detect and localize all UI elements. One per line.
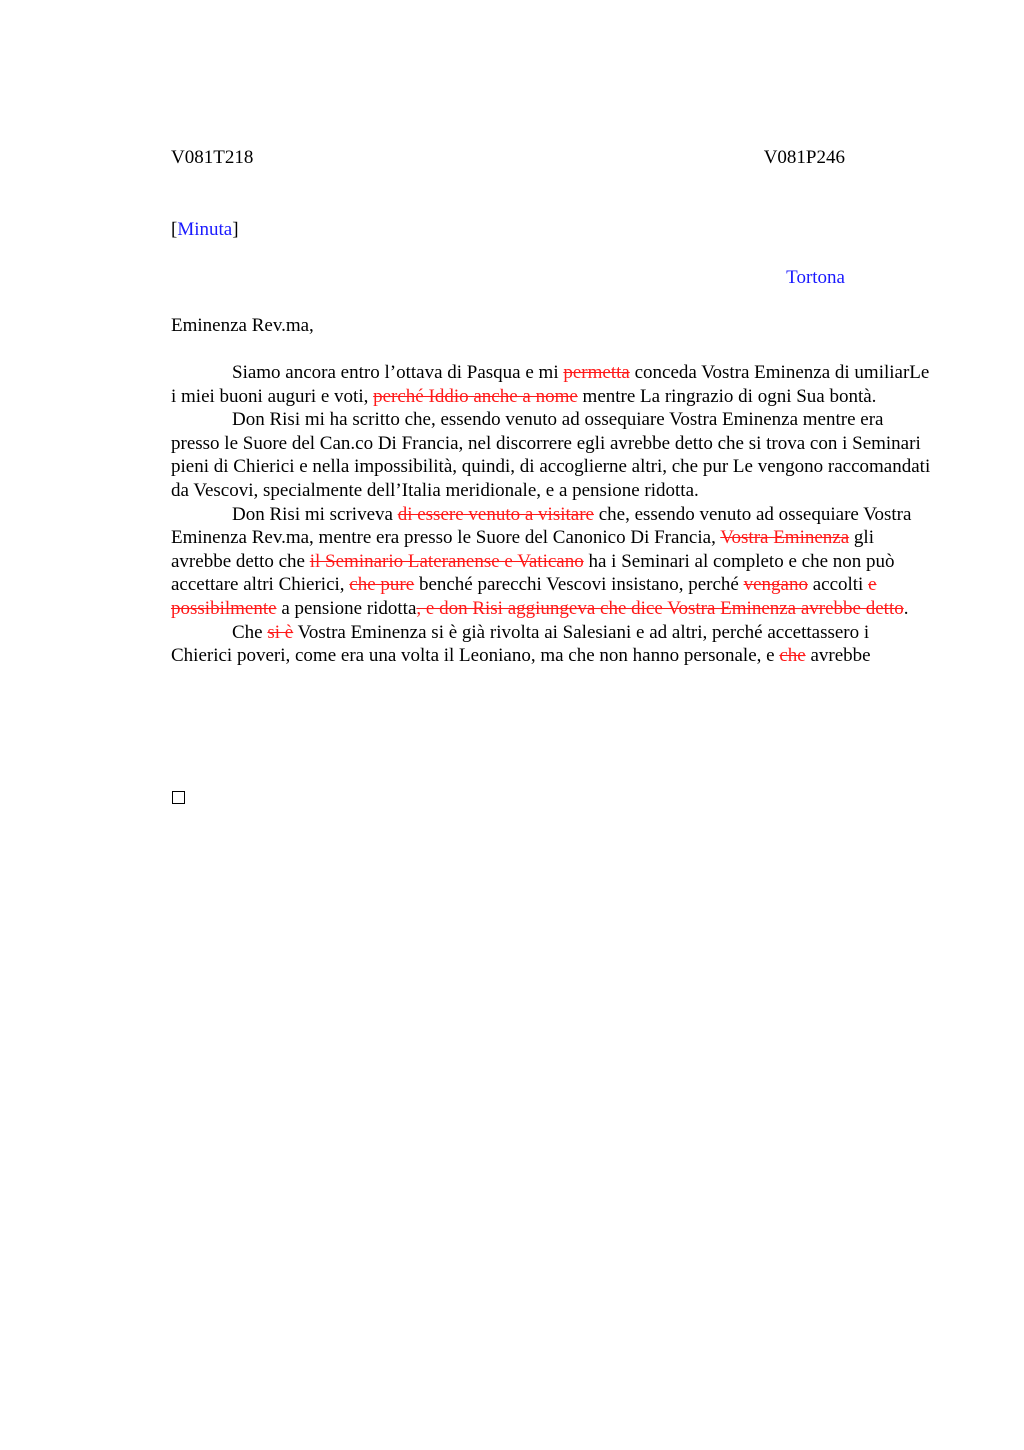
document-header (171, 146, 845, 170)
draft-note-open-bracket: [ (171, 219, 178, 240)
draft-note-label: Minuta (177, 219, 233, 240)
checkbox-icon (172, 791, 185, 804)
paragraph-text: Siamo ancora entro l’ottava di Pasqua e mi (232, 362, 564, 383)
deleted-text: , e don Risi aggiungeva che dice Vostra Eminenza avrebbe detto (416, 597, 904, 619)
paragraph-text: che, essendo venuto ad ossequiare Vostra Eminenza Rev.ma, mentre era presso le Suore del Canonico Di Francia, (171, 503, 912, 549)
deleted-text: permetta (563, 362, 630, 383)
deleted-text: che (779, 645, 806, 667)
letter-paragraph (171, 361, 931, 408)
paragraph-text: conceda Vostra Eminenza di umiliarLe i miei buoni auguri e voti, (171, 362, 930, 407)
paragraph-text: Vostra Eminenza si è già rivolta ai Salesiani e ad altri, perché accettassero i Chierici poveri, come era una volta il Leoniano, ma che non hanno personale, e (171, 621, 870, 667)
deleted-text: e possibilmente (171, 574, 877, 619)
letter-salutation: Eminenza Rev.ma, (171, 315, 314, 336)
paragraph-text: Don Risi mi ha scritto che, essendo venuto ad ossequiare Vostra Eminenza mentre era presso le Suore del Can.co Di Francia, nel discorrere egli avrebbe detto che si trova con i Seminari pieni di Chierici e nella impossibilità, quindi, di accoglierne altri, che pur Le vengono raccomandati da Vescovi, specialmente dell’Italia meridionale, e a pensione ridotta. (171, 409, 931, 501)
letter-paragraph (171, 503, 931, 621)
letter-body (171, 361, 931, 668)
paragraph-text: ha i Seminari al completo e che non può accettare altri Chierici, (171, 550, 895, 596)
paragraph-text: . (903, 597, 909, 619)
deleted-text: il Seminario Lateranense e Vaticano (309, 550, 584, 572)
paragraph-text: benché parecchi Vescovi insistano, perché (414, 574, 744, 596)
paragraph-text: Don Risi mi scriveva (232, 503, 398, 525)
letter-paragraph (171, 408, 931, 502)
paragraph-text: Che (232, 621, 268, 643)
document-code-right: V081P246 (763, 147, 845, 168)
paragraph-text: avrebbe (805, 645, 871, 667)
deleted-text: si è (267, 621, 294, 643)
deleted-text: vengano (743, 574, 808, 596)
draft-note (171, 218, 239, 242)
paragraph-text: a pensione ridotta (276, 597, 417, 619)
deleted-text: Vostra Eminenza (720, 527, 850, 549)
paragraph-text: accolti (807, 574, 869, 596)
deleted-text: che pure (349, 574, 415, 596)
document-code-left: V081T218 (171, 147, 254, 168)
draft-note-close-bracket: ] (232, 219, 239, 240)
letter-paragraph (171, 621, 931, 668)
deleted-text: di essere venuto a visitare (397, 503, 594, 525)
letter-place: Tortona (786, 267, 845, 288)
paragraph-text: gli avrebbe detto che (171, 527, 874, 572)
paragraph-text: mentre La ringrazio di ogni Sua bontà. (577, 385, 877, 407)
deleted-text: perché Iddio anche a nome (373, 385, 578, 407)
